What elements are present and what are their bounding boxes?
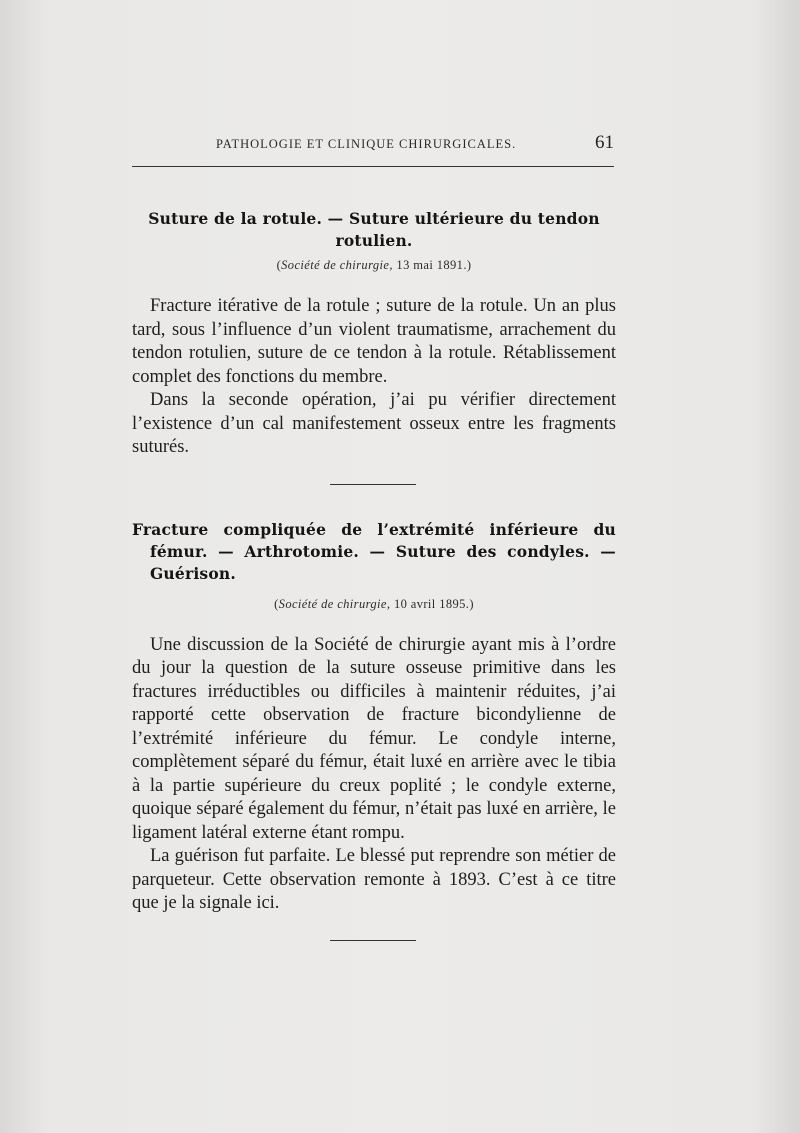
section-title-femur: Fracture compliquée de l’extrémité inférieure du fémur. — Arthrotomie. — Suture des condyles. — Guérison. [132, 519, 616, 583]
paragraph: Dans la seconde opération, j’ai pu vérifier directement l’existence d’un cal manifestement osseux entre les fragments suturés. [132, 390, 616, 457]
header-rule [132, 166, 614, 167]
section-source-rotule: (Société de chirurgie, 13 mai 1891.) [276, 258, 472, 272]
page-content [132, 208, 616, 941]
paragraph: La guérison fut parfaite. Le blessé put reprendre son métier de parqueteur. Cette observation remonte à 1893. C’est à ce titre que je la signale ici. [132, 846, 616, 913]
paragraph: Fracture itérative de la rotule ; suture de la rotule. Un an plus tard, sous l’influence d’un violent traumatisme, arrachement du tendon rotulien, suture de ce tendon à la rotule. Rétablissement complet des fonctions du membre. [132, 296, 616, 387]
paragraph: Une discussion de la Société de chirurgie ayant mis à l’ordre du jour la question de la suture osseuse primitive dans les fractures irréductibles ou difficiles à maintenir réduites, j’ai rapporté cette observation de fracture bicondylienne de l’extrémité inférieure du fémur. Le condyle interne, complètement séparé du fémur, était luxé en arrière avec le tibia à la partie supérieure du creux poplité ; le condyle externe, quoique séparé également du fémur, n’était pas luxé en arrière, le ligament latéral externe étant rompu. [132, 634, 616, 843]
source-date: 13 mai 1891. [396, 258, 467, 272]
section-separator [330, 484, 416, 485]
section-separator [330, 940, 416, 941]
section-title-rotule: Suture de la rotule. — Suture ultérieure du tendon rotulien. [148, 209, 600, 250]
page-number: 61 [595, 132, 614, 153]
source-date: 10 avril 1895. [393, 596, 470, 611]
source-journal: Société de chirurgie, [281, 258, 393, 272]
page-header [132, 132, 614, 158]
source-journal: Société de chirurgie, [278, 596, 391, 611]
running-title: PATHOLOGIE ET CLINIQUE CHIRURGICALES. [216, 137, 517, 151]
section-source-femur: (Société de chirurgie, 10 avril 1895.) [274, 596, 474, 611]
